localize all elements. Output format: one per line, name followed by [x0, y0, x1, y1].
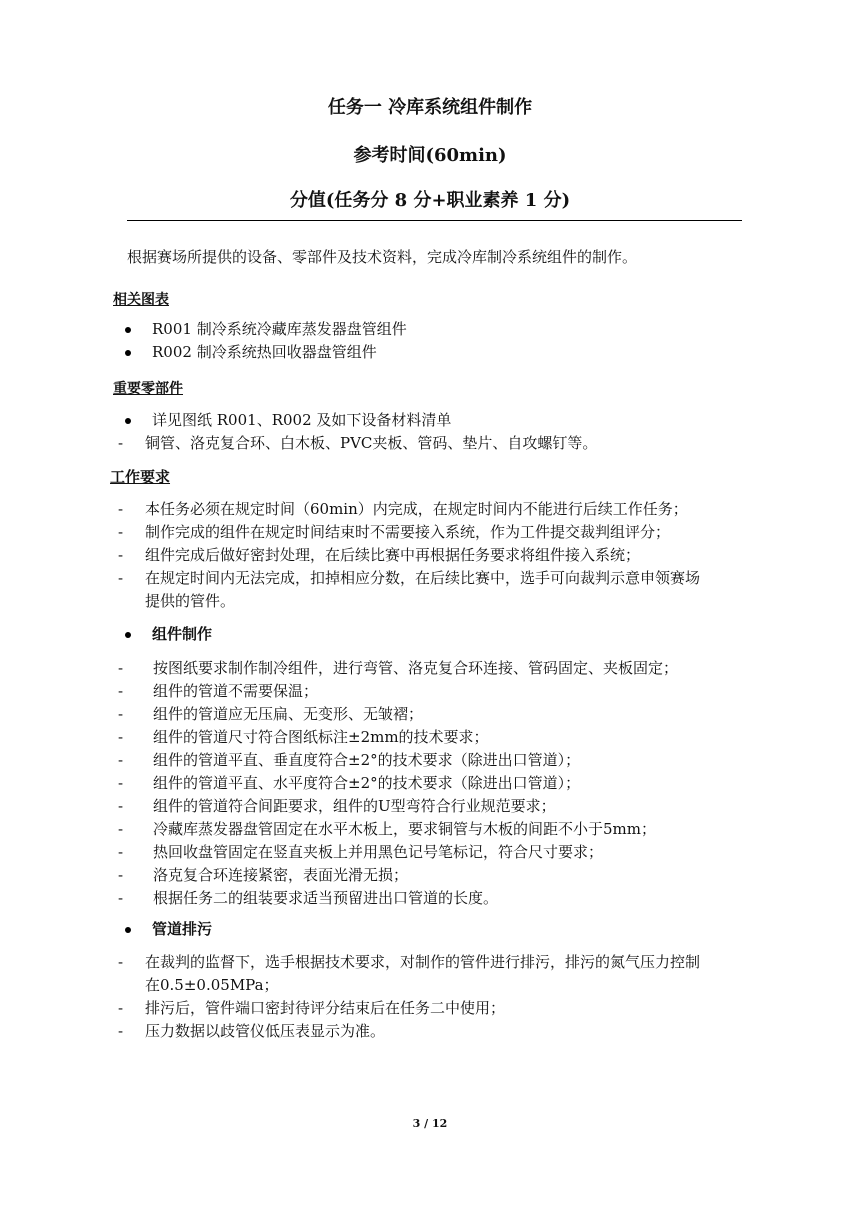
bullet-icon [125, 632, 131, 638]
assembly-heading: 组件制作 [152, 625, 213, 643]
bullet-icon [125, 927, 131, 933]
page-number: 3 / 12 [412, 1117, 448, 1130]
document-page: 任务一 冷库系统组件制作 参考时间(60min) 分值(任务分 8 分+职业素养 1 分) 根据赛场所提供的设备、零部件及技术资料，完成冷库制冷系统组件的制作。 相关图表 R001 制冷系统冷藏库蒸发器盘管组件 R002 制冷系统热回收器盘管组件 重要零部件 详见图纸 R001、R002 及如下设备材料清单 - 铜管、洛克复合环、白木板、PVC夹板、管码、垫片、自攻螺钉等。 工作要求 - 本任务必须在规定时间（60min）内完成，在规定时间内不能进行后续工作任务； - 制作完成的组件在规定时间结束时不需要接入系统，作为工件提交裁判组评分； - 组件完成后做好密封处理，在后续比赛中再根据任务要求将组件接入系统； - 在规定时间内无法完成，扣掉相应分数，在后续比赛中，选手可向裁判示意申领赛场 提供的管件。 组件制作 - 按图纸要求制作制冷组件，进行弯管、洛克复合环连接、管码固定、夹板固定； - 组件的管道不需要保温； - 组件的管道应无压扁、无变形、无皱褶； - 组件的管道尺寸符合图纸标注±2mm的技术要求； - 组件的管道平直、垂直度符合±2°的技术要求（除进出口管道）； - 组件的管道平直、水平度符合±2°的技术要求（除进出口管道）； - 组件的管道符合间距要求，组件的U型弯符合行业规范要求； - 冷藏库蒸发器盘管固定在水平木板上，要求铜管与木板的间距不小于5mm； - 热回收盘管固定在竖直夹板上并用黑色记号笔标记，符合尺寸要求； - 洛克复合环连接紧密，表面光滑无损； - 根据任务二的组装要求适当预留进出口管道的长度。 管道排污 - 在裁判的监督下，选手根据技术要求，对制作的管件进行排污，排污的氮气压力控制 在0.5±0.05MPa； - 排污后，管件端口密封待评分结束后在任务二中使用； - 压力数据以歧管仪低压表显示为准。 3 / 12 [0, 0, 860, 1216]
bullet-icon [125, 327, 131, 333]
bullet-icon [125, 418, 131, 424]
bullet-icon [125, 350, 131, 356]
task-title: 任务一 冷库系统组件制作 [327, 97, 533, 118]
purge-heading: 管道排污 [152, 920, 213, 938]
work-heading: 工作要求 [110, 468, 171, 486]
parts-heading: 重要零部件 [113, 381, 183, 397]
score-line: 分值(任务分 8 分+职业素养 1 分) [289, 190, 571, 211]
charts-heading: 相关图表 [113, 292, 169, 308]
reference-time: 参考时间(60min) [353, 145, 507, 166]
title-divider [127, 220, 742, 221]
intro-paragraph: 根据赛场所提供的设备、零部件及技术资料，完成冷库制冷系统组件的制作。 [127, 248, 638, 266]
